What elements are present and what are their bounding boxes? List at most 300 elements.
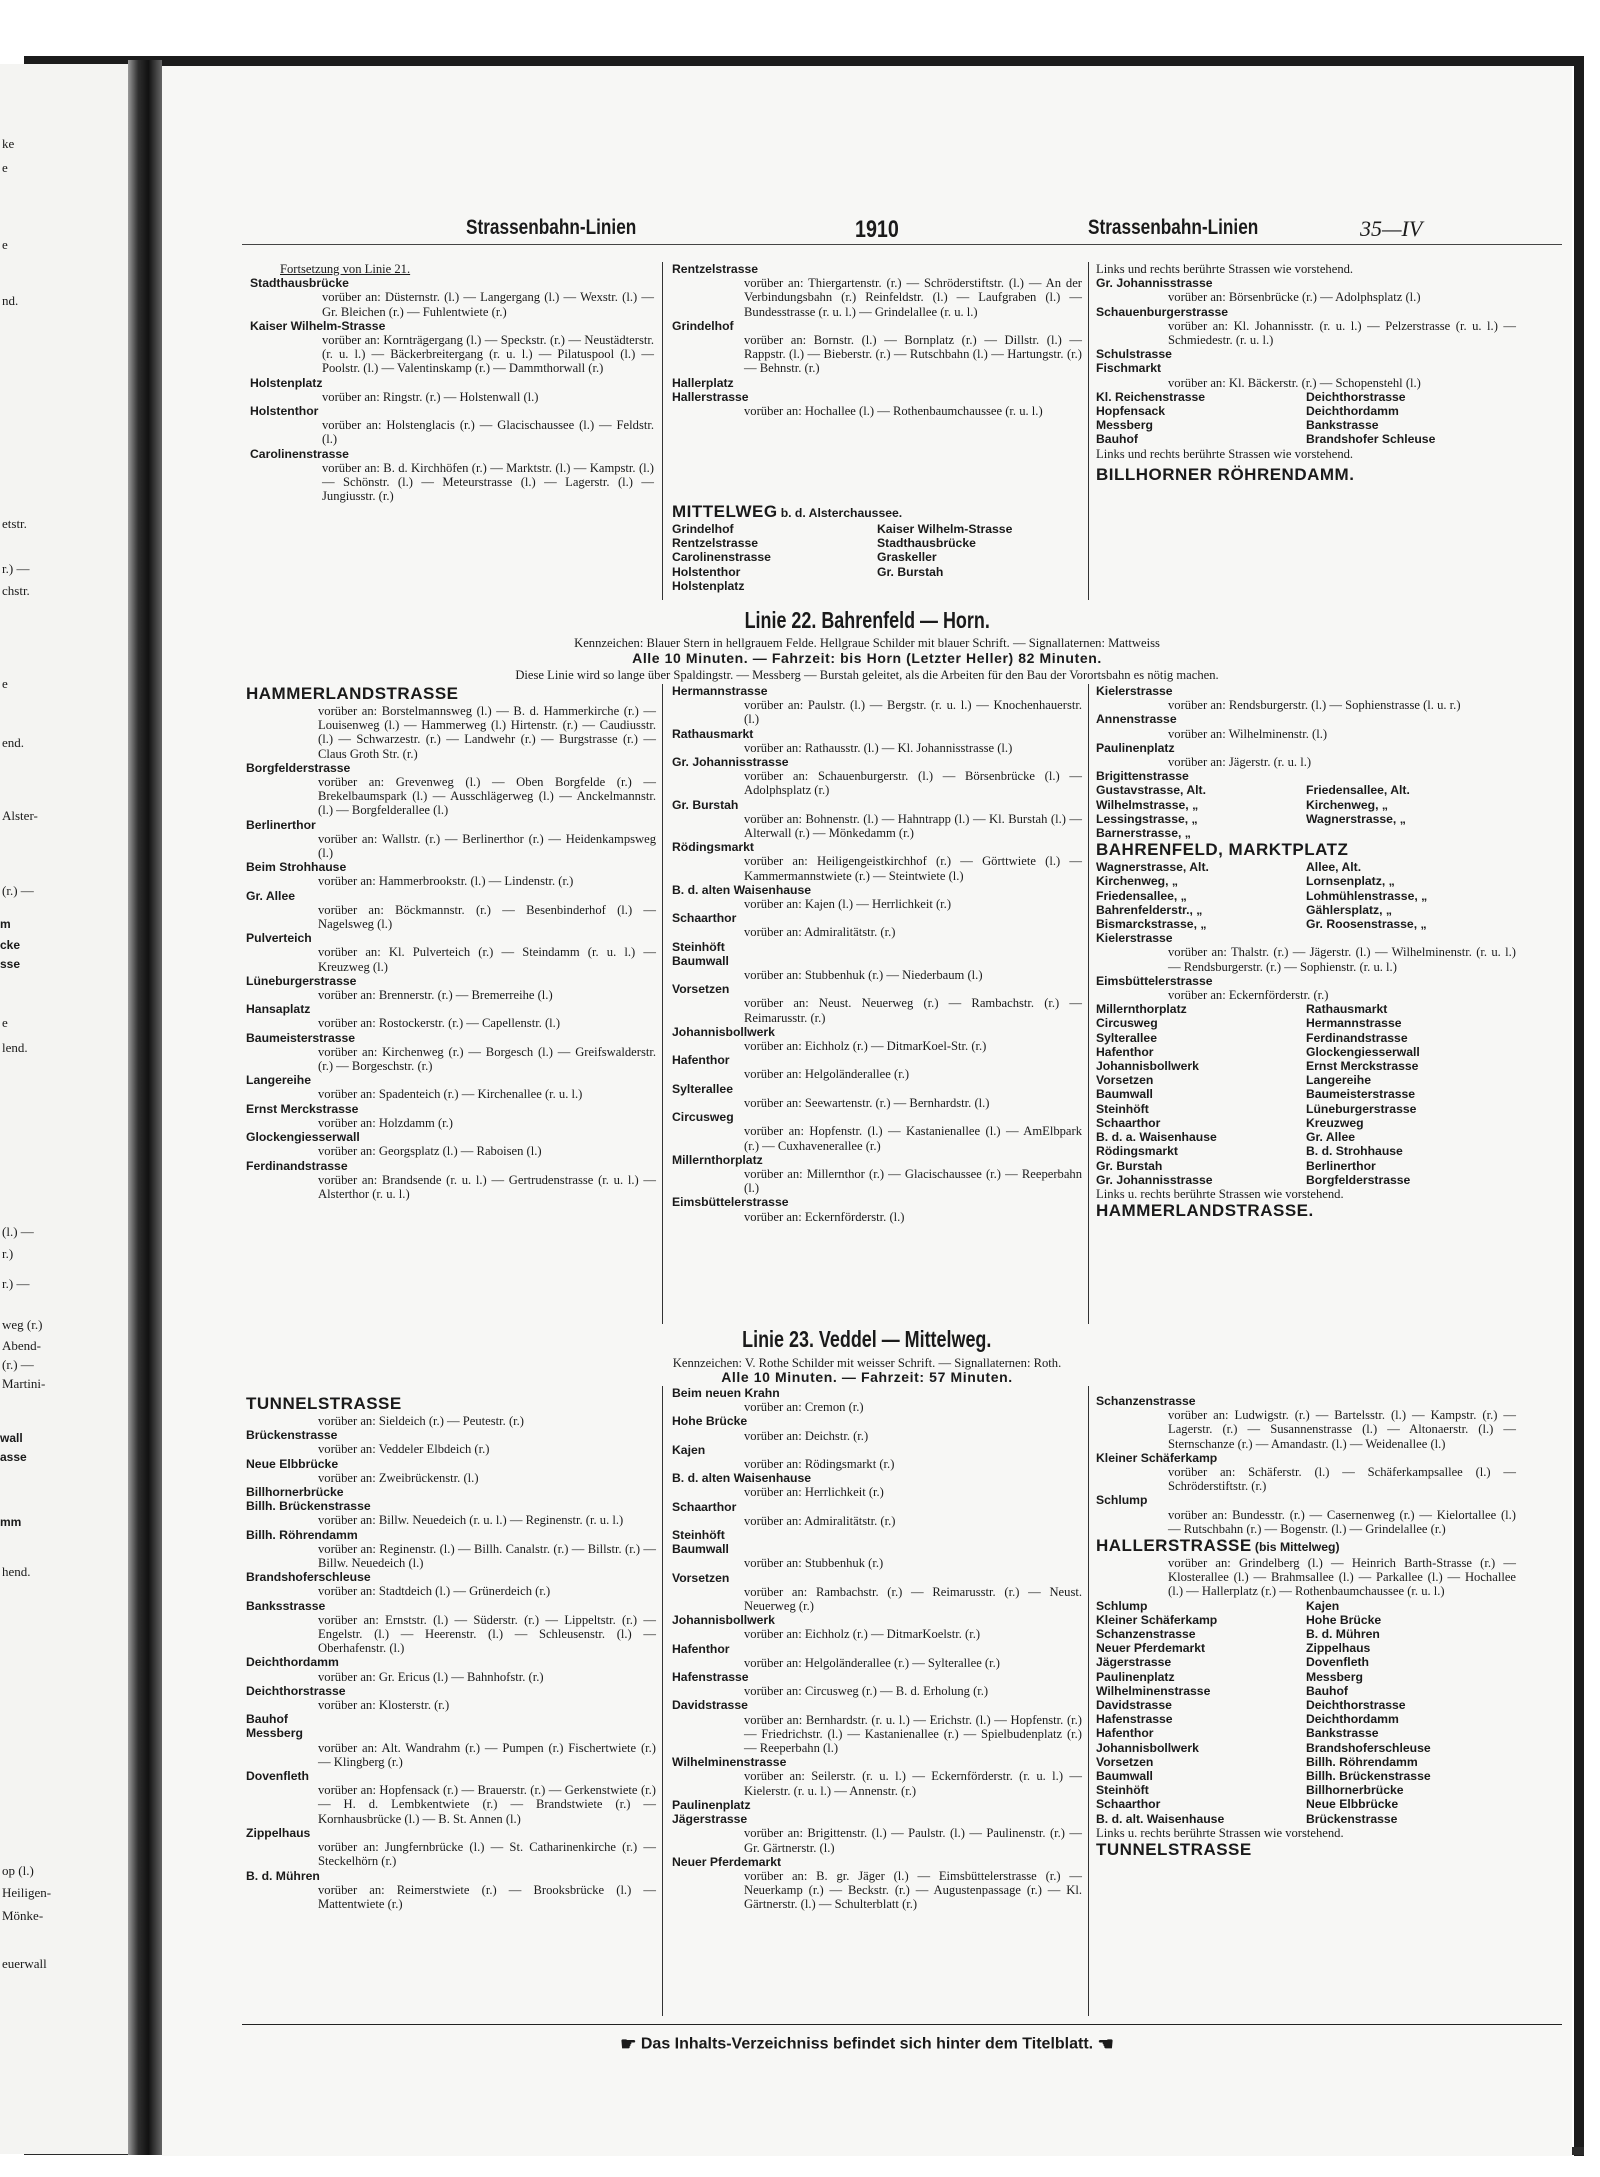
passing-streets: vorüber an: Kajen (l.) — Herrlichkeit (r.) xyxy=(744,897,952,912)
stop-name: Graskeller xyxy=(877,550,937,565)
passing-streets: vorüber an: Eckernförderstr. (r.) xyxy=(1168,988,1329,1003)
stop-name: Ernst Merckstrasse xyxy=(246,1101,359,1116)
passing-streets: vorüber an: Bornstr. (l.) — Bornplatz (r.) — Dillstr. (l.) — Rappstr. (l.) — Bieberstr. (r.) — Rutschbahn (l.) — Hartungstr. (r.) — Behnstr. (r.) xyxy=(744,333,1082,376)
stop-name: Holstenthor xyxy=(250,404,319,419)
passing-streets: vorüber an: Borstelmannsweg (l.) — B. d. Hammerkirche (r.) — Louisenweg (l.) — Hammerweg (l.) Hirtenstr. (r.) — Caudiusstr. (l.) — Schwarzestr. (r.) — Landwehr (r.) — Burgstrasse (r.) — Claus Groth Str. (r.) xyxy=(318,704,656,761)
line22-turn-heading: BAHRENFELD, MARKTPLATZ xyxy=(1096,840,1349,860)
stop-name: Gr. Burstah xyxy=(1096,1158,1163,1173)
stop-name: Friedensallee, Alt. xyxy=(1306,783,1410,798)
stop-pair-row xyxy=(1096,1059,1516,1073)
stop-name xyxy=(877,579,1082,593)
stop-name: Hermannstrasse xyxy=(1306,1016,1402,1031)
stop-name: B. d. alt. Waisenhause xyxy=(1096,1811,1225,1826)
left-page-text-fragment: chstr. xyxy=(2,582,30,598)
passing-streets: vorüber an: Helgoländerallee (r.) xyxy=(744,1067,910,1082)
stop-name: Neuer Pferdemarkt xyxy=(1096,1641,1206,1656)
stop-name: Hafenstrasse xyxy=(672,1670,749,1685)
stop-name: Paulinenplatz xyxy=(1096,740,1175,755)
stop-name: Schanzenstrasse xyxy=(1096,1627,1196,1642)
stop-name: Bankstrasse xyxy=(1306,1726,1379,1741)
stop-name: Deichthorstrasse xyxy=(1306,1698,1406,1713)
page-number: 35—IV xyxy=(1360,216,1423,241)
stop-name: Circusweg xyxy=(672,1110,734,1125)
passing-streets: vorüber an: Admiralitätstr. (r.) xyxy=(744,1513,896,1528)
scan-border-right xyxy=(1574,56,1584,2156)
stop-name: Beim neuen Krahn xyxy=(672,1386,780,1400)
stop-name: Rathausmarkt xyxy=(1306,1002,1388,1017)
stop-name: Schaarthor xyxy=(672,1499,737,1514)
stop-name: Kl. Reichenstrasse xyxy=(1096,389,1206,404)
stop-pair-row xyxy=(1096,1726,1516,1740)
left-page-text-fragment: cke xyxy=(0,938,21,953)
stop-name: Schulstrasse xyxy=(1096,347,1172,362)
stop-pair-row xyxy=(672,522,1082,536)
stop-name: Kielerstrasse xyxy=(1096,931,1173,946)
passing-streets: vorüber an: Kl. Pulverteich (r.) — Steindamm (r. u. l.) — Kreuzweg (l.) xyxy=(318,945,656,974)
pointing-hand-icon: ☛ xyxy=(620,2034,637,2054)
passing-streets: vorüber an: Eichholz (r.) — DitmarKoel-Str. (r.) xyxy=(744,1039,987,1054)
passing-streets: vorüber an: B. gr. Jäger (l.) — Eimsbüttelerstrasse (r.) — Neuerkamp (r.) — Beckstr. (r.) — Augustenpassage (r.) — Kl. Gärtnerstr. (l.) — Schulterblatt (r.) xyxy=(744,1868,1082,1912)
stop-name: Baumeisterstrasse xyxy=(1306,1087,1416,1102)
stop-name: Schanzenstrasse xyxy=(1096,1394,1196,1408)
stop-name: B. d. Strohhause xyxy=(1306,1144,1403,1159)
passing-streets: vorüber an: Gr. Ericus (l.) — Bahnhofstr. (r.) xyxy=(318,1669,544,1684)
stop-pair-row xyxy=(1096,1031,1516,1045)
passing-streets: vorüber an: Kirchenweg (r.) — Borgesch (l.) — Greifswalderstr. (r.) — Borgeschstr. (r.) xyxy=(318,1044,656,1074)
passing-streets: vorüber an: Sieldeich (r.) — Peutestr. (r.) xyxy=(318,1414,524,1428)
stop-name: Steinhöft xyxy=(1096,1101,1149,1116)
left-page-text-fragment: Mönke- xyxy=(2,1907,44,1923)
passing-streets: vorüber an: Kl. Johannisstr. (r. u. l.) — Pelzerstrasse (r. u. l.) — Schmiedestr. (r. u. l.) xyxy=(1168,318,1516,348)
stop-name: Schaarthor xyxy=(1096,1115,1161,1130)
stop-name: Glockengiesserwall xyxy=(246,1130,360,1145)
stop-name: Baumwall xyxy=(1096,1087,1153,1102)
stop-pair-row xyxy=(1096,1769,1516,1783)
stop-pair-row xyxy=(1096,1102,1516,1116)
stop-name: Ferdinandstrasse xyxy=(246,1158,348,1173)
stop-name: Neuer Pferdemarkt xyxy=(672,1854,782,1869)
stop-name: Langereihe xyxy=(246,1073,312,1088)
stop-name: B. d. Mühren xyxy=(246,1868,320,1883)
left-page-text-fragment: (l.) — xyxy=(2,1223,34,1239)
stop-name: Hopfensack xyxy=(1096,404,1166,419)
stop-pair-row xyxy=(1096,1130,1516,1144)
left-page-text-fragment: etstr. xyxy=(2,516,27,532)
passing-streets: vorüber an: Rödingsmarkt (r.) xyxy=(744,1457,895,1472)
stop-name: B. d. alten Waisenhause xyxy=(672,882,812,897)
stop-name: Davidstrasse xyxy=(672,1698,748,1713)
passing-streets: vorüber an: Hammerbrookstr. (l.) — Lindenstr. (r.) xyxy=(318,874,574,889)
stop-name: Gr. Johannisstrasse xyxy=(1096,1172,1213,1187)
passing-streets: vorüber an: Rendsburgerstr. (l.) — Sophienstrasse (l. u. r.) xyxy=(1168,698,1461,713)
passing-streets: vorüber an: Admiralitätstr. (r.) xyxy=(744,925,896,940)
passing-streets: vorüber an: Grindelberg (l.) — Heinrich Barth-Strasse (r.) — Klosterallee (l.) — Brahmsallee (l.) — Parkallee (l.) — Hochallee (l.) — Hallerplatz (r.) — Rothenbaumchaussee (r. u. l.) xyxy=(1168,1556,1516,1599)
line21-note: Links und rechts berührte Strassen wie vorstehend. xyxy=(1096,262,1354,276)
stop-pair-row xyxy=(1096,917,1516,931)
stop-name: Stadthausbrücke xyxy=(877,536,976,551)
left-page-text-fragment: ke xyxy=(2,136,15,151)
stop-name: Friedensallee, „ xyxy=(1096,888,1187,903)
passing-streets: vorüber an: Veddeler Elbdeich (r.) xyxy=(318,1442,490,1457)
stop-pair-row xyxy=(1096,1599,1516,1613)
stop-name: Gr. Roosenstrasse, „ xyxy=(1306,917,1427,932)
stop-pair-row xyxy=(1096,404,1516,418)
left-page-text-fragment: e xyxy=(2,1015,8,1031)
stop-name: Kajen xyxy=(672,1442,706,1457)
left-page-text-fragment: lend. xyxy=(2,1040,28,1056)
passing-streets: vorüber an: Böckmannstr. (r.) — Besenbinderhof (l.) — Nagelsweg (l.) xyxy=(318,902,656,932)
stop-name: Jägerstrasse xyxy=(672,1812,748,1827)
stop-name: Hafenthor xyxy=(672,1053,730,1068)
stop-name: Brandshofer Schleuse xyxy=(1306,432,1436,447)
left-page-text-fragment: asse xyxy=(0,1450,27,1465)
stop-name: Johannisbollwerk xyxy=(672,1613,775,1628)
stop-name: Johannisbollwerk xyxy=(672,1024,775,1039)
left-page-text-fragment: wall xyxy=(0,1431,23,1445)
stop-name: Beim Strohhause xyxy=(246,860,347,875)
stop-name: Zippelhaus xyxy=(1306,1641,1371,1656)
stop-pair-row xyxy=(672,579,1082,593)
passing-streets: vorüber an: Bundesstr. (r.) — Casernenweg (r.) — Kielortallee (l.) — Rutschbahn (r.) — Bogenstr. (l.) — Grindelallee (r.) xyxy=(1168,1507,1516,1536)
left-page-text-fragment: Martini- xyxy=(2,1376,46,1392)
passing-streets: vorüber an: Alt. Wandrahm (r.) — Pumpen (r.) Fischertwiete (r.) — Klingberg (r.) xyxy=(318,1740,656,1769)
stop-name: Bahrenfelderstr., „ xyxy=(1096,902,1203,917)
stop-name: Messberg xyxy=(1096,418,1153,433)
stop-pair-row xyxy=(1096,418,1516,432)
left-page-text-fragment: m xyxy=(0,917,11,932)
stop-name: Rödingsmarkt xyxy=(672,840,754,855)
passing-streets: vorüber an: Ringstr. (r.) — Holstenwall (l.) xyxy=(322,389,539,404)
stop-name: Glockengiesserwall xyxy=(1306,1044,1420,1059)
left-page-text-fragment: (r.) — xyxy=(2,1357,34,1372)
stop-name: Lüneburgerstrasse xyxy=(1306,1101,1417,1116)
stop-name: Bauhof xyxy=(1096,432,1138,447)
stop-name: Holstenthor xyxy=(672,564,741,579)
book-spine xyxy=(128,60,162,2155)
stop-name: Carolinenstrasse xyxy=(250,446,349,461)
line22-column-1 xyxy=(246,684,656,1201)
stop-pair-row xyxy=(1096,1755,1516,1769)
passing-streets: vorüber an: Rambachstr. (r.) — Reimarusstr. (r.) — Neust. Neuerweg (r.) xyxy=(744,1584,1082,1614)
stop-pair-row xyxy=(1096,1159,1516,1173)
passing-streets: vorüber an: Schauenburgerstr. (l.) — Börsenbrücke (l.) — Adolphsplatz (r.) xyxy=(744,769,1082,798)
passing-streets: vorüber an: Brigittenstr. (l.) — Paulstr. (l.) — Paulinenstr. (r.) — Gr. Gärtnerstr. (l.) xyxy=(744,1826,1082,1855)
stop-name: Gr. Johannisstrasse xyxy=(1096,276,1213,291)
left-page-text-fragment: nd. xyxy=(2,292,19,308)
stop-pair-row xyxy=(1096,903,1516,917)
stop-name: Sylterallee xyxy=(672,1081,733,1096)
stop-name: Fischmarkt xyxy=(1096,361,1162,376)
passing-streets: vorüber an: B. d. Kirchhöfen (r.) — Marktstr. (l.) — Kampstr. (l.) — Schönstr. (l.) — Meteurstrasse (l.) — Lagerstr. (l.) — Jungiusstr. (r.) xyxy=(322,460,654,504)
stop-name: Grindelhof xyxy=(672,522,734,536)
passing-streets: vorüber an: Wallstr. (r.) — Berlinerthor (r.) — Heidenkampsweg (l.) xyxy=(318,831,656,861)
left-page-text-fragment: Heiligen- xyxy=(2,1885,52,1901)
passing-streets: vorüber an: Hopfenstr. (l.) — Kastanienallee (l.) — AmElbpark (r.) — Cuxhavenerallee (r.) xyxy=(744,1124,1082,1153)
line22-title: Linie 22. Bahrenfeld — Horn. xyxy=(744,607,990,633)
stop-pair-row xyxy=(1096,783,1516,797)
stop-name: Gr. Allee xyxy=(246,888,295,903)
line23-column-3 xyxy=(1096,1394,1516,1860)
stop-pair-row xyxy=(1096,1116,1516,1130)
stop-name: Hafenthor xyxy=(672,1641,730,1656)
stop-name: Langereihe xyxy=(1306,1073,1372,1088)
stop-name: Lüneburgerstrasse xyxy=(246,973,357,988)
passing-streets: vorüber an: Circusweg (r.) — B. d. Erholung (r.) xyxy=(744,1684,989,1699)
stop-name: Circusweg xyxy=(1096,1016,1158,1031)
stop-name: Wagnerstrasse, „ xyxy=(1306,811,1406,826)
line23-fahrzeit: Alle 10 Minuten. — Fahrzeit: 57 Minuten. xyxy=(721,1369,1013,1385)
stop-name: Bismarckstrasse, „ xyxy=(1096,917,1207,932)
left-page-text-fragment: r.) — xyxy=(2,560,30,576)
passing-streets: vorüber an: Seewartenstr. (r.) — Bernhardstr. (l.) xyxy=(744,1095,990,1110)
stop-name: Ferdinandstrasse xyxy=(1306,1030,1408,1045)
passing-streets: vorüber an: Wilhelminenstr. (l.) xyxy=(1168,726,1328,741)
stop-name: Gr. Johannisstrasse xyxy=(672,755,789,770)
passing-streets: vorüber an: Helgoländerallee (r.) — Sylterallee (r.) xyxy=(744,1655,1000,1670)
stop-pair-row xyxy=(1096,1045,1516,1059)
stop-pair-row xyxy=(1096,1698,1516,1712)
left-page-text-fragment: weg (r.) xyxy=(2,1317,43,1333)
stop-name: Baumwall xyxy=(1096,1769,1153,1784)
left-page-text-fragment: end. xyxy=(2,735,25,751)
passing-streets: vorüber an: Reginenstr. (l.) — Billh. Canalstr. (r.) — Billstr. (r.) — Billw. Neuedeich (l.) xyxy=(318,1541,656,1571)
stop-name: Deichthordamm xyxy=(246,1655,339,1670)
passing-streets: vorüber an: Holzdamm (r.) xyxy=(318,1115,453,1130)
passing-streets: vorüber an: Bernhardstr. (r. u. l.) — Erichstr. (l.) — Hopfenstr. (r.) — Friedrichstr. (l.) — Kastanienallee (r.) — Spielbudenplatz (r.) — Reeperbahn (l.) xyxy=(744,1712,1082,1756)
stop-name: Bauhof xyxy=(1306,1683,1348,1698)
stop-name: Messberg xyxy=(1306,1669,1363,1684)
stop-name: Baumwall xyxy=(672,953,729,968)
passing-streets: vorüber an: Brandsende (r. u. l.) — Gertrudenstrasse (r. u. l.) — Alsterthor (r. u. l.) xyxy=(318,1172,656,1201)
stop-name: Kielerstrasse xyxy=(1096,684,1173,698)
passing-streets: vorüber an: Hopfensack (r.) — Brauerstr. (r.) — Gerkenstwiete (r.) — H. d. Lembkentwiete (r.) — Brandstwiete (r.) — Kornhausbrücke (l.) — B. St. Annen (l.) xyxy=(318,1783,656,1826)
passing-streets: vorüber an: Stubbenhuk (r.) — Niederbaum (l.) xyxy=(744,968,983,983)
stop-name: Holstenplatz xyxy=(672,578,745,593)
stop-name: Kleiner Schäferkamp xyxy=(1096,1612,1218,1627)
stop-name: Steinhöft xyxy=(1096,1783,1149,1798)
stop-name: Stadthausbrücke xyxy=(250,276,349,291)
stop-name: Hafenstrasse xyxy=(1096,1712,1173,1727)
passing-streets: vorüber an: Millernthor (r.) — Glacischaussee (r.) — Reeperbahn (l.) xyxy=(744,1166,1082,1196)
stop-name: Kleiner Schäferkamp xyxy=(1096,1450,1218,1465)
stop-name: Hallerstrasse xyxy=(672,389,749,404)
hallerstrasse-subtitle: (bis Mittelweg) xyxy=(1254,1540,1340,1555)
stop-pair-row xyxy=(1096,1655,1516,1669)
line22-fahrzeit: Alle 10 Minuten. — Fahrzeit: bis Horn (Letzter Heller) 82 Minuten. xyxy=(632,650,1102,666)
passing-streets: vorüber an: Herrlichkeit (r.) xyxy=(744,1485,884,1500)
stop-name: Hafenthor xyxy=(1096,1044,1154,1059)
stop-pair-row xyxy=(1096,1684,1516,1698)
stop-name: B. d. a. Waisenhause xyxy=(1096,1130,1217,1145)
stop-pair-row xyxy=(1096,1073,1516,1087)
stop-pair-row xyxy=(1096,1812,1516,1826)
stop-name: Billhornerbrücke xyxy=(1306,1783,1404,1798)
passing-streets: vorüber an: Brennerstr. (r.) — Bremerreihe (l.) xyxy=(318,988,553,1003)
stop-name: Rathausmarkt xyxy=(672,726,754,741)
line23-note: Links u. rechts berührte Strassen wie vorstehend. xyxy=(1096,1825,1344,1840)
stop-pair-row xyxy=(1096,1712,1516,1726)
stop-name: Holstenplatz xyxy=(250,375,323,390)
stop-pair-row xyxy=(1096,432,1516,446)
left-page-text-fragment: e xyxy=(2,236,8,252)
stop-pair-row xyxy=(1096,1016,1516,1030)
stop-name: Rödingsmarkt xyxy=(1096,1144,1178,1159)
stop-name: Bauhof xyxy=(246,1712,288,1727)
left-page-fragment xyxy=(0,64,128,2154)
stop-name: Brückenstrasse xyxy=(246,1428,338,1443)
stop-name: Borgfelderstrasse xyxy=(246,760,351,775)
continuation-note: Fortsetzung von Linie 21. xyxy=(280,262,411,276)
stop-name: Messberg xyxy=(246,1726,303,1741)
stop-name: Brigittenstrasse xyxy=(1096,769,1189,784)
stop-name: Hohe Brücke xyxy=(1306,1612,1382,1627)
stop-pair-row xyxy=(672,565,1082,579)
passing-streets: vorüber an: Thiergartenstr. (r.) — Schröderstiftstr. (l.) — An der Verbindungsbahn (r.) Reinfeldstr. (l.) — Laufgraben (l.) — Bundesstrasse (r. u. l.) — Grindelallee (r. u. l.) xyxy=(744,276,1082,319)
stop-name: Hafenthor xyxy=(1096,1726,1154,1741)
line21-column-1 xyxy=(250,262,654,503)
stop-name: Hermannstrasse xyxy=(672,684,768,698)
line21-note-2: Links und rechts berührte Strassen wie vorstehend. xyxy=(1096,446,1354,461)
stop-name: Gustavstrasse, Alt. xyxy=(1096,783,1206,798)
stop-name: Gr. Burstah xyxy=(672,797,739,812)
line21-column-2 xyxy=(672,262,1082,418)
stop-name: Vorsetzen xyxy=(672,1570,730,1585)
stop-name: Jägerstrasse xyxy=(1096,1655,1172,1670)
stop-name: Hansaplatz xyxy=(246,1002,311,1017)
stop-pair-row xyxy=(1096,798,1516,812)
stop-name: Borgfelderstrasse xyxy=(1306,1172,1411,1187)
stop-name: Wilhelmstrasse, „ xyxy=(1096,797,1199,812)
stop-name: Schaarthor xyxy=(672,911,737,926)
passing-streets: vorüber an: Cremon (r.) xyxy=(744,1400,864,1415)
left-page-text-fragment: (r.) — xyxy=(2,883,34,899)
stop-name: Schaarthor xyxy=(1096,1797,1161,1812)
passing-streets: vorüber an: Georgsplatz (l.) — Raboisen (l.) xyxy=(318,1144,542,1159)
passing-streets: vorüber an: Jungfernbrücke (l.) — St. Catharinenkirche (r.) — Steckelhörn (r.) xyxy=(318,1840,656,1869)
passing-streets: vorüber an: Thalstr. (r.) — Jägerstr. (l.) — Wilhelminenstr. (r. u. l.) — Rendsburgerstr. (r.) — Sophienstr. (r. u. l.) xyxy=(1168,945,1516,974)
passing-streets: vorüber an: Bohnenstr. (l.) — Hahntrapp (l.) — Kl. Burstah (l.) — Alterwall (r.) — Mönkedamm (r.) xyxy=(744,811,1082,841)
left-page-text-fragment: r.) — xyxy=(2,1275,30,1291)
footer-note: ☛ Das Inhalts-Verzeichniss befindet sich hinter dem Titelblatt. ☚ xyxy=(620,2034,1114,2054)
running-header-right: Strassenbahn-Linien xyxy=(1088,216,1259,239)
stop-pair-row xyxy=(672,550,1082,564)
passing-streets: vorüber an: Eckernförderstr. (l.) xyxy=(744,1209,905,1224)
passing-streets: vorüber an: Schäferstr. (l.) — Schäferkampsallee (l.) — Schröderstiftstr. (r.) xyxy=(1168,1465,1516,1494)
passing-streets: vorüber an: Ernststr. (l.) — Süderstr. (r.) — Lippeltstr. (r.) — Engelstr. (l.) — Heerenstr. (l.) — Schleusenstr. (l.) — Oberhafenstr. (l.) xyxy=(318,1612,656,1656)
stop-name: Lornsenplatz, „ xyxy=(1306,874,1395,889)
line23-column-2 xyxy=(672,1386,1082,1912)
stop-pair-row xyxy=(1096,1670,1516,1684)
stop-name: Annenstrasse xyxy=(1096,712,1177,727)
passing-streets: vorüber an: Grevenweg (l.) — Oben Borgfelde (r.) — Brekelbaumspark (l.) — Ausschlägerweg (l.) — Anckelmannstr. (l.) — Borgfelderallee (l.) xyxy=(318,775,656,818)
stop-name: Billhornerbrücke xyxy=(246,1485,344,1500)
line22-kennzeichen: Kennzeichen: Blauer Stern in hellgrauem Felde. Hellgraue Schilder mit blauer Schrift. — Signallaternen: Mattweiss xyxy=(574,636,1160,650)
stop-pair-row xyxy=(1096,1783,1516,1797)
stop-name: Dovenfleth xyxy=(246,1769,309,1784)
stop-pair-row xyxy=(1096,1741,1516,1755)
stop-name: Lessingstrasse, „ xyxy=(1096,811,1198,826)
passing-streets: vorüber an: Reimerstwiete (r.) — Brooksbrücke (l.) — Mattentwiete (r.) xyxy=(318,1882,656,1911)
stop-name: Berlinerthor xyxy=(246,817,316,832)
stop-pair-row xyxy=(1096,1087,1516,1101)
stop-name: Barnerstrasse, „ xyxy=(1096,826,1191,841)
stop-name: Billh. Röhrendamm xyxy=(246,1527,358,1542)
passing-streets: vorüber an: Kl. Bäckerstr. (r.) — Schopenstehl (l.) xyxy=(1168,375,1421,390)
stop-name: Deichthordamm xyxy=(1306,404,1399,419)
stop-name: Kajen xyxy=(1306,1598,1340,1613)
stop-pair-row xyxy=(1096,874,1516,888)
stop-name: B. d. Mühren xyxy=(1306,1627,1380,1642)
stop-name: Schauenburgerstrasse xyxy=(1096,304,1229,319)
stop-pair-row xyxy=(1096,1641,1516,1655)
line21-column-3 xyxy=(1096,262,1516,485)
stop-name: Billh. Brückenstrasse xyxy=(246,1499,371,1514)
stop-pair-row xyxy=(1096,1002,1516,1016)
passing-streets: vorüber an: Jägerstr. (r. u. l.) xyxy=(1168,755,1312,770)
scan-border-top xyxy=(24,56,1584,66)
line22-column-2 xyxy=(672,684,1082,1224)
left-page-text-fragment: sse xyxy=(0,957,21,972)
stop-name: Millernthorplatz xyxy=(672,1152,763,1167)
line23-kennzeichen: Kennzeichen: V. Rothe Schilder mit weisser Schrift. — Signallaternen: Roth. xyxy=(672,1356,1062,1370)
passing-streets: vorüber an: Seilerstr. (r. u. l.) — Eckernförderstr. (r. u. l.) — Kielerstr. (r. u. l.) — Annenstr. (r.) xyxy=(744,1769,1082,1798)
stop-name: Grindelhof xyxy=(672,318,734,333)
stop-name: Wagnerstrasse, Alt. xyxy=(1096,860,1209,875)
stop-name: Johannisbollwerk xyxy=(1096,1740,1199,1755)
stop-pair-row xyxy=(1096,889,1516,903)
stop-name: Billh. Brückenstrasse xyxy=(1306,1769,1431,1784)
passing-streets: vorüber an: Deichstr. (r.) xyxy=(744,1428,869,1443)
stop-name xyxy=(1306,826,1516,840)
left-page-text-fragment: Alster- xyxy=(2,807,38,823)
left-page-text-fragment: mm xyxy=(0,1515,22,1530)
line21-terminus: BILLHORNER RÖHRENDAMM. xyxy=(1096,464,1355,484)
passing-streets: vorüber an: Rathausstr. (l.) — Kl. Johannisstrasse (l.) xyxy=(744,740,1013,755)
stop-name: Kaiser Wilhelm-Strasse xyxy=(250,318,386,333)
stop-name: Allee, Alt. xyxy=(1306,860,1362,875)
stop-name: Paulinenplatz xyxy=(672,1797,751,1812)
stop-name: Berlinerthor xyxy=(1306,1158,1376,1173)
header-year: 1910 xyxy=(855,216,899,243)
mittelweg-heading: MITTELWEG xyxy=(672,502,778,521)
page xyxy=(162,66,1572,2156)
hallerstrasse-title: HALLERSTRASSE xyxy=(1096,1536,1252,1556)
stop-name: Baumwall xyxy=(672,1542,729,1557)
stop-name: Dovenfleth xyxy=(1306,1655,1369,1670)
stop-name: Vorsetzen xyxy=(1096,1754,1154,1769)
stop-name: Kreuzweg xyxy=(1306,1115,1364,1130)
passing-streets: vorüber an: Holstenglacis (r.) — Glacischaussee (l.) — Feldstr. (l.) xyxy=(322,418,654,447)
left-page-text-fragment: op (l.) xyxy=(2,1863,34,1879)
stop-name: Deichthordamm xyxy=(1306,1712,1399,1727)
stop-name: Bankstrasse xyxy=(1306,418,1379,433)
stop-name: Zippelhaus xyxy=(246,1825,311,1840)
running-header-left: Strassenbahn-Linien xyxy=(466,216,637,239)
stop-pair-row xyxy=(1096,860,1516,874)
stop-pair-row xyxy=(672,536,1082,550)
mittelweg-subheading: b. d. Alsterchaussee. xyxy=(780,506,903,520)
stop-name: Wilhelminenstrasse xyxy=(672,1755,787,1770)
stop-pair-row xyxy=(1096,1613,1516,1627)
stop-name: Kirchenweg, „ xyxy=(1096,874,1178,889)
left-page-text-fragment: e xyxy=(2,159,8,175)
stop-name: Vorsetzen xyxy=(672,982,730,997)
stop-pair-row xyxy=(1096,1797,1516,1811)
stop-name: B. d. alten Waisenhause xyxy=(672,1471,812,1486)
passing-streets: vorüber an: Stadtdeich (l.) — Grünerdeich (r.) xyxy=(318,1584,551,1599)
stop-name: Hallerplatz xyxy=(672,375,734,390)
stop-pair-row xyxy=(1096,826,1516,840)
